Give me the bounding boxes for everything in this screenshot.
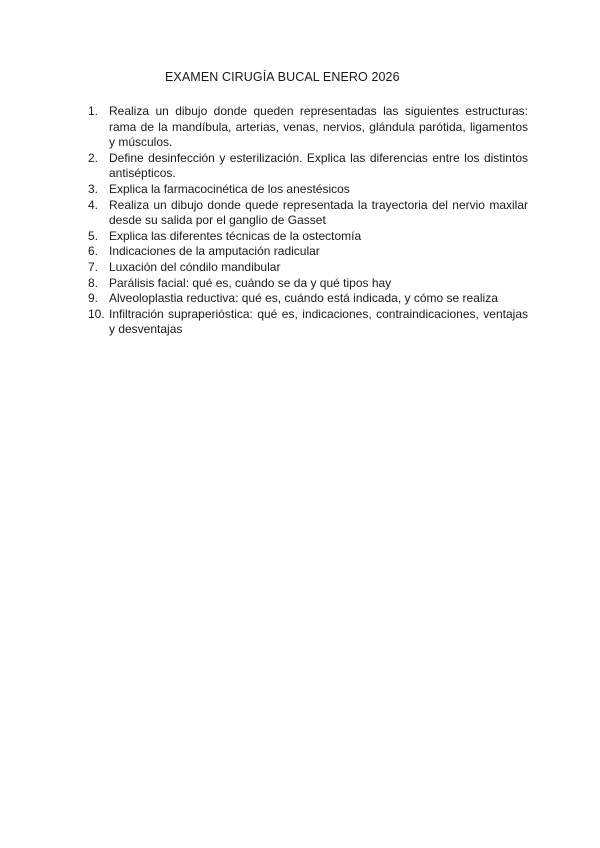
question-text: Explica las diferentes técnicas de la ostectomía <box>109 228 362 243</box>
question-number: 10. <box>88 306 105 321</box>
question-text: Indicaciones de la amputación radicular <box>109 244 320 259</box>
question-number: 6. <box>88 244 99 259</box>
question-item <box>88 276 528 292</box>
question-number: 4. <box>88 197 99 212</box>
question-number: 1. <box>88 104 99 118</box>
question-text: Infiltración supraperióstica: qué es, indicaciones, contraindicaciones, ventajas y desventajas <box>109 306 528 337</box>
question-list <box>88 104 528 338</box>
question-text: Define desinfección y esterilización. Explica las diferencias entre los distintos antisépticos. <box>109 150 528 181</box>
question-text: Realiza un dibujo donde quede representada la trayectoria del nervio maxilar desde su salida por el ganglio de Gasset <box>109 197 528 228</box>
question-number: 8. <box>88 275 99 290</box>
question-number: 2. <box>88 150 99 165</box>
question-item <box>88 260 528 276</box>
question-item <box>88 104 528 151</box>
exam-title: EXAMEN CIRUGÍA BUCAL ENERO 2026 <box>165 70 400 84</box>
question-item <box>88 198 528 229</box>
question-text: Alveoloplastia reductiva: qué es, cuándo está indicada, y cómo se realiza <box>109 291 498 306</box>
question-text: Luxación del cóndilo mandibular <box>109 259 281 274</box>
question-number: 5. <box>88 228 99 243</box>
question-item <box>88 151 528 182</box>
question-number: 9. <box>88 291 99 306</box>
question-number: 3. <box>88 181 99 196</box>
question-item <box>88 229 528 245</box>
question-item <box>88 291 528 307</box>
question-number: 7. <box>88 259 99 274</box>
question-item <box>88 182 528 198</box>
question-text: Realiza un dibujo donde queden representadas las siguientes estructuras: rama de la mandíbula, arterias, venas, nervios, glándula parótida, ligamentos y músculos. <box>109 104 528 150</box>
question-item <box>88 244 528 260</box>
question-item <box>88 307 528 338</box>
question-text: Parálisis facial: qué es, cuándo se da y qué tipos hay <box>109 275 392 290</box>
question-text: Explica la farmacocinética de los anestésicos <box>109 181 350 196</box>
